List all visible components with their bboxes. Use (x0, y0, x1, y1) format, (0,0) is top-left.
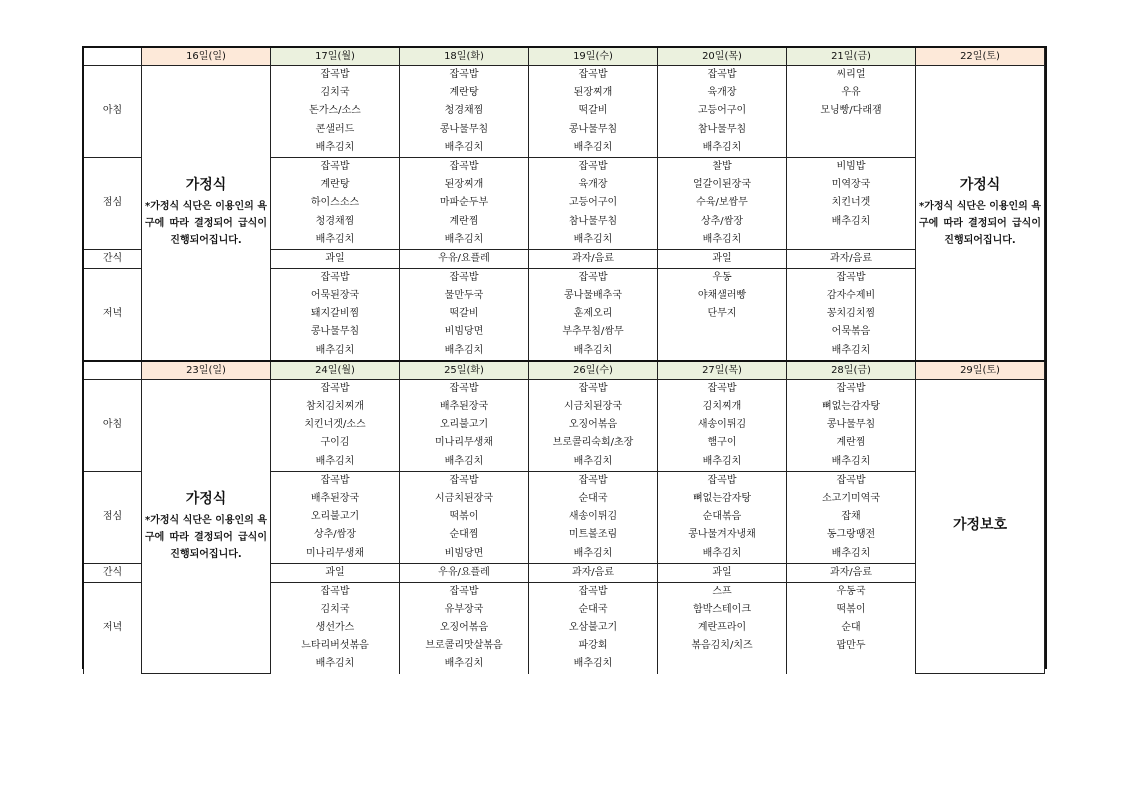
menu-cell (271, 66, 400, 158)
menu-item: 잡곡밥 (578, 69, 608, 80)
menu-item: 배추김치 (315, 233, 355, 245)
meal-label-snack: 간식 (84, 249, 142, 268)
menu-item: 콩나물무침 (826, 419, 876, 431)
menu-item: 잡곡밥 (320, 474, 350, 486)
menu-item: 배추김치 (702, 233, 742, 245)
menu-item: 새송이튀김 (697, 419, 747, 431)
menu-item: 잡곡밥 (320, 271, 350, 283)
week2-sunday-home-meal (142, 379, 271, 673)
menu-item: 마파순두부 (439, 197, 489, 209)
menu-item: 계란프라이 (697, 622, 747, 634)
menu-cell (529, 157, 658, 249)
menu-item: 콩나물무침 (439, 123, 489, 135)
menu-cell (658, 471, 787, 563)
menu-item: 참치김치찌개 (306, 401, 364, 412)
menu-cell (787, 157, 916, 249)
menu-cell (400, 268, 529, 360)
menu-item: 배추김치 (315, 141, 355, 153)
menu-cell (400, 157, 529, 249)
menu-item: 잡곡밥 (836, 474, 866, 486)
menu-cell (271, 379, 400, 471)
menu-item: 미나리무생채 (306, 547, 364, 559)
menu-item: 새송이튀김 (568, 511, 618, 523)
week1-sunday-home-meal (142, 66, 271, 361)
menu-item: 물만두국 (444, 290, 484, 302)
menu-item: 배추김치 (573, 233, 613, 245)
menu-item: 우유 (841, 87, 861, 99)
menu-item: 배추김치 (315, 455, 355, 467)
menu-item: 떡볶이 (836, 603, 866, 615)
snack-cell: 과자/음료 (787, 249, 916, 268)
menu-item: 잡곡밥 (707, 69, 737, 80)
menu-item: 팝만두 (836, 640, 866, 652)
menu-item: 브로콜리숙회/초장 (552, 437, 634, 449)
menu-item: 동그랑땡전 (826, 529, 876, 541)
week2-saturday-home-care (916, 379, 1045, 673)
menu-item (787, 655, 915, 673)
menu-cell (787, 268, 916, 360)
menu-item: 찰밥 (712, 160, 732, 172)
menu-cell (658, 157, 787, 249)
menu-item: 청경채찜 (315, 215, 355, 227)
menu-item: 배추김치 (573, 658, 613, 670)
menu-item: 잡곡밥 (836, 271, 866, 283)
home-meal-note: *가정식 식단은 이용인의 욕구에 따라 결정되어 급식이 진행되어집니다. (145, 514, 267, 560)
menu-cell (529, 379, 658, 471)
menu-item: 수육/보쌈무 (696, 197, 748, 209)
menu-item: 계란탕 (320, 179, 350, 191)
menu-item: 육개장 (707, 87, 737, 99)
week2-saturday-date: 29일(토) (916, 361, 1045, 380)
menu-cell (271, 268, 400, 360)
corner-cell (84, 48, 142, 66)
menu-cell (787, 379, 916, 471)
menu-item: 잡곡밥 (707, 382, 737, 394)
snack-cell: 우유/요플레 (400, 249, 529, 268)
menu-item: 배추김치 (315, 344, 355, 356)
menu-item: 떡갈비 (449, 308, 479, 320)
menu-item: 콩나물겨자냉채 (688, 529, 756, 541)
menu-item (658, 323, 786, 341)
menu-cell (658, 379, 787, 471)
menu-item: 잡곡밥 (707, 474, 737, 486)
snack-cell: 과일 (271, 249, 400, 268)
menu-cell (787, 471, 916, 563)
week2-day-date: 28일(금) (787, 361, 916, 380)
menu-item: 떡볶이 (449, 511, 479, 523)
menu-item: 잡곡밥 (320, 382, 350, 394)
meal-label-dinner: 저녁 (84, 582, 142, 673)
menu-item: 미나리무생채 (435, 437, 493, 449)
menu-item (658, 342, 786, 360)
menu-item: 감자수제비 (826, 290, 876, 302)
menu-item: 미역장국 (831, 179, 871, 191)
week1-day-date: 18일(화) (400, 48, 529, 66)
menu-item: 김치국 (320, 603, 350, 615)
menu-item: 김치찌개 (702, 401, 742, 412)
menu-item: 상추/쌈장 (313, 529, 356, 541)
menu-item: 순대 (841, 622, 861, 634)
menu-cell (271, 471, 400, 563)
meal-label-lunch: 점심 (84, 157, 142, 249)
menu-item: 오징어볶음 (568, 419, 618, 431)
menu-cell (271, 157, 400, 249)
menu-item: 잡곡밥 (449, 271, 479, 283)
menu-item (787, 139, 915, 157)
menu-item: 시금치된장국 (564, 401, 622, 412)
menu-item: 꽁치김치찜 (826, 308, 876, 320)
menu-item: 얼갈이된장국 (693, 179, 751, 191)
menu-item: 김치국 (320, 87, 350, 99)
menu-item: 배추김치 (702, 141, 742, 153)
menu-item: 잡곡밥 (578, 382, 608, 394)
menu-item: 유부장국 (444, 603, 484, 615)
menu-item: 오리불고기 (439, 419, 489, 431)
week1-day-date: 17일(월) (271, 48, 400, 66)
home-meal-title: 가정식 (185, 490, 227, 507)
menu-item: 배추김치 (444, 233, 484, 245)
menu-item: 우동 (712, 271, 732, 283)
menu-cell (400, 582, 529, 673)
menu-item: 배추김치 (315, 658, 355, 670)
menu-item: 떡갈비 (578, 105, 608, 117)
menu-item: 브로콜리맛살볶음 (425, 640, 503, 652)
menu-item: 어묵볶음 (831, 326, 871, 338)
menu-item: 고등어구이 (697, 105, 747, 117)
menu-item (787, 231, 915, 249)
menu-item: 비빔밥 (836, 160, 866, 172)
menu-item: 배추김치 (444, 455, 484, 467)
menu-item: 비빔당면 (444, 547, 484, 559)
menu-item: 배추김치 (831, 547, 871, 559)
menu-item: 배추김치 (573, 455, 613, 467)
menu-item: 배추김치 (573, 547, 613, 559)
menu-item: 소고기미역국 (822, 492, 880, 504)
home-meal-title: 가정식 (185, 177, 227, 194)
menu-cell (400, 66, 529, 158)
menu-item: 배추김치 (831, 215, 871, 227)
menu-item: 배추김치 (444, 658, 484, 670)
menu-item: 잡곡밥 (449, 69, 479, 80)
week1-sunday-date: 16일(일) (142, 48, 271, 66)
menu-item: 잡곡밥 (449, 160, 479, 172)
menu-item: 잡곡밥 (578, 271, 608, 283)
menu-item (658, 655, 786, 673)
menu-cell (658, 66, 787, 158)
week1-breakfast-row (84, 66, 1045, 158)
menu-item: 콘샐러드 (315, 123, 355, 135)
menu-cell (529, 66, 658, 158)
menu-item: 미트볼조림 (568, 529, 618, 541)
menu-item: 콩나물무침 (310, 326, 360, 338)
menu-cell (787, 582, 916, 673)
week1-header-row (84, 48, 1045, 66)
menu-item: 잡곡밥 (320, 585, 350, 597)
week2-day-date: 24일(월) (271, 361, 400, 380)
menu-item: 잡곡밥 (578, 160, 608, 172)
menu-cell (400, 379, 529, 471)
menu-item: 오삼불고기 (568, 622, 618, 634)
menu-item: 육개장 (578, 179, 608, 191)
snack-cell: 우유/요플레 (400, 563, 529, 582)
menu-item: 하이스소스 (310, 197, 360, 209)
menu-item: 함박스테이크 (693, 603, 751, 615)
menu-item: 어묵된장국 (310, 290, 360, 302)
snack-cell: 과일 (271, 563, 400, 582)
menu-item: 순대국 (578, 492, 608, 504)
menu-item: 배추김치 (702, 547, 742, 559)
menu-item: 씨리얼 (836, 69, 866, 80)
meal-label-dinner: 저녁 (84, 268, 142, 360)
menu-item: 비빔당면 (444, 326, 484, 338)
menu-item: 구이김 (320, 437, 350, 449)
menu-cell (400, 471, 529, 563)
menu-item: 상추/쌈장 (700, 215, 743, 227)
weekly-menu-table (83, 47, 1045, 674)
menu-item: 잡곡밥 (836, 382, 866, 394)
menu-cell (529, 471, 658, 563)
menu-item: 배추김치 (702, 455, 742, 467)
menu-item: 야채샐러빵 (697, 290, 747, 302)
menu-item: 순대국 (578, 603, 608, 615)
menu-item: 배추된장국 (310, 492, 360, 504)
week1-day-date: 19일(수) (529, 48, 658, 66)
menu-item: 시금치된장국 (435, 492, 493, 504)
meal-label-snack: 간식 (84, 563, 142, 582)
menu-item: 배추김치 (444, 141, 484, 153)
menu-item: 잡곡밥 (449, 382, 479, 394)
menu-item: 치킨너겟/소스 (304, 419, 366, 431)
menu-item: 참나물무침 (697, 123, 747, 135)
week1-saturday-date: 22일(토) (916, 48, 1045, 66)
menu-cell (658, 268, 787, 360)
menu-item: 콩나물무침 (568, 123, 618, 135)
menu-cell (658, 582, 787, 673)
menu-item: 돈가스/소스 (309, 105, 361, 117)
menu-item: 계란찜 (449, 215, 479, 227)
menu-item: 생선가스 (315, 622, 355, 634)
menu-item: 순대볶음 (702, 511, 742, 523)
week2-header-row (84, 361, 1045, 380)
menu-item: 된장찌개 (573, 87, 613, 99)
menu-item: 뼈없는감자탕 (693, 492, 751, 504)
menu-item: 배추김치 (573, 141, 613, 153)
snack-cell: 과일 (658, 249, 787, 268)
menu-cell (529, 582, 658, 673)
menu-item: 배추된장국 (439, 401, 489, 412)
menu-item: 참나물무침 (568, 215, 618, 227)
menu-item: 순대찜 (449, 529, 479, 541)
corner-cell (84, 361, 142, 380)
menu-item: 뼈없는감자탕 (822, 401, 880, 412)
menu-item: 치킨너겟 (831, 197, 871, 209)
menu-item: 잡곡밥 (449, 585, 479, 597)
menu-item: 모닝빵/다래잼 (820, 105, 882, 117)
menu-item: 계란탕 (449, 87, 479, 99)
week2-sunday-date: 23일(일) (142, 361, 271, 380)
menu-item: 고등어구이 (568, 197, 618, 209)
menu-cell (787, 66, 916, 158)
snack-cell: 과일 (658, 563, 787, 582)
week2-day-date: 25일(화) (400, 361, 529, 380)
home-meal-note: *가정식 식단은 이용인의 욕구에 따라 결정되어 급식이 진행되어집니다. (919, 201, 1041, 247)
snack-cell: 과자/음료 (787, 563, 916, 582)
menu-item: 훈제오리 (573, 308, 613, 320)
menu-item: 잡곡밥 (578, 474, 608, 486)
menu-item: 배추김치 (444, 344, 484, 356)
home-care-label: 가정보호 (952, 517, 1008, 534)
menu-item: 된장찌개 (444, 179, 484, 191)
week2-day-date: 26일(수) (529, 361, 658, 380)
menu-item: 햄구이 (707, 437, 737, 449)
menu-item: 배추김치 (573, 344, 613, 356)
menu-item: 잡곡밥 (320, 160, 350, 172)
menu-item: 파강회 (578, 640, 608, 652)
menu-item: 배추김치 (831, 455, 871, 467)
snack-cell: 과자/음료 (529, 249, 658, 268)
meal-label-lunch: 점심 (84, 471, 142, 563)
home-meal-note: *가정식 식단은 이용인의 욕구에 따라 결정되어 급식이 진행되어집니다. (145, 201, 267, 247)
menu-cell (271, 582, 400, 673)
menu-item: 콩나물배추국 (564, 290, 622, 302)
menu-item: 계란찜 (836, 437, 866, 449)
week1-day-date: 21일(금) (787, 48, 916, 66)
home-meal-title: 가정식 (959, 177, 1001, 194)
menu-item: 단무지 (707, 308, 737, 320)
menu-item: 잡채 (841, 511, 861, 523)
menu-cell (529, 268, 658, 360)
menu-item: 볶음김치/치즈 (691, 640, 753, 652)
menu-item: 잡곡밥 (578, 585, 608, 597)
snack-cell: 과자/음료 (529, 563, 658, 582)
menu-item: 돼지갈비찜 (310, 308, 360, 320)
week1-day-date: 20일(목) (658, 48, 787, 66)
menu-item: 배추김치 (831, 344, 871, 356)
meal-label-breakfast: 아침 (84, 66, 142, 158)
week2-breakfast-row (84, 379, 1045, 471)
menu-item: 잡곡밥 (449, 474, 479, 486)
menu-item: 잡곡밥 (320, 69, 350, 80)
menu-item (787, 121, 915, 139)
menu-item: 부추무침/쌈무 (562, 326, 624, 338)
menu-item: 오리불고기 (310, 511, 360, 523)
menu-item: 스프 (712, 585, 732, 597)
menu-item: 오징어볶음 (439, 622, 489, 634)
menu-item: 느타리버섯볶음 (301, 640, 369, 652)
week1-saturday-home-meal (916, 66, 1045, 361)
menu-item: 우동국 (836, 585, 866, 597)
week2-day-date: 27일(목) (658, 361, 787, 380)
menu-item: 청경채찜 (444, 105, 484, 117)
meal-label-breakfast: 아침 (84, 379, 142, 471)
